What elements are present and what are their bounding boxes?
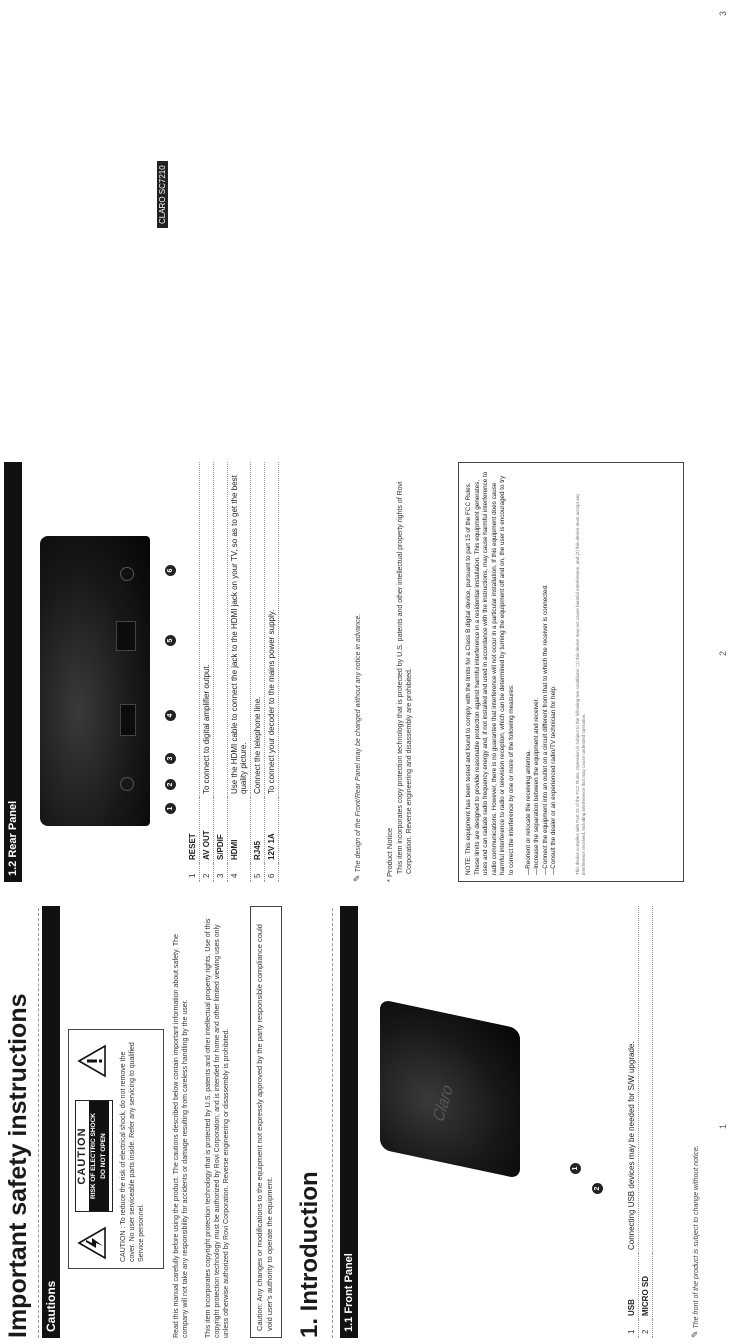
fcc-caution-box — [250, 906, 282, 1338]
caution-risk: RISK OF ELECTRIC SHOCK — [89, 1101, 99, 1211]
note-pen-icon: ✎ — [690, 1330, 700, 1338]
fcc-measure: —Increase the separation between the equipment and receiver. — [533, 697, 541, 875]
table-row: 1 USB Connecting USB devices may be needed for S/W upgrade. — [625, 906, 639, 1338]
product-notice-text: This item incorporates copy protection technology that is protected by U.S. patents and other intellectual property rights of Rovi Corporation. Reverse engineering and disassembly are prohibited. — [397, 481, 413, 874]
caution-label-box — [75, 1100, 113, 1212]
page-number: 3 — [718, 10, 728, 16]
rear-device-image — [40, 536, 150, 826]
callout-marker-2: 2 — [592, 1183, 603, 1194]
page-number: 1 — [718, 1123, 728, 1129]
product-notice-title: * Product Notice — [385, 827, 394, 882]
page-title: Important safety instructions — [4, 993, 32, 1338]
table-row: 4 HDMI Use the HDMI cable to connect the jack to the HDMI jack on your TV, so as to get the best quality picture. — [228, 462, 251, 882]
av-port-icon — [120, 777, 134, 791]
callout-marker-3: 3 — [165, 753, 176, 764]
table-row: 3 S/PDIF — [214, 462, 228, 882]
front-note: ✎ The front of the product is subject to change without notice. — [690, 1145, 700, 1338]
fcc-measure: —Connect the equipment into an outlet on a circuit different from that to which the receiver is connected. — [541, 584, 549, 875]
table-row: 2 MICRO SD — [639, 906, 653, 1338]
page-3 — [0, 0, 737, 448]
page-1 — [0, 896, 737, 1344]
safety-paragraph-1: Read this manual carefully before using the product. The cautions described below contain important information about safety. The company will not take any responsibility for accidents or damage resulting from careless handling by the user. — [173, 934, 189, 1338]
table-row: 5 RJ45 Connect the telephone line. — [251, 462, 265, 882]
intro-title: 1. Introduction — [296, 1171, 323, 1338]
front-panel-table — [625, 906, 653, 1338]
fcc-footer: This device complies with Part 15 of the FCC Rules. Operation is subject to the following two conditions: (1) this device may not cause harmful interference, and (2) this device must accept any interference received, including interference that may cause undesired operation. — [574, 493, 586, 875]
page-number: 2 — [718, 650, 728, 656]
model-tag: CLARO SC7210 — [157, 161, 168, 228]
fcc-measure: —Reorient or relocate the receiving antenna. — [524, 749, 532, 875]
callout-marker-6: 6 — [165, 565, 176, 576]
front-panel-heading: 1.1 Front Panel — [340, 906, 358, 1338]
exclamation-warning-icon — [77, 1044, 107, 1078]
callout-marker-5: 5 — [165, 635, 176, 646]
table-row: 2 AV OUT To connect to digital amplifier output. — [200, 462, 214, 882]
caution-panel — [68, 1029, 164, 1269]
rear-panel-table — [186, 462, 279, 882]
fcc-measure: —Consult the dealer or an experienced radio/TV technician for help. — [550, 685, 558, 875]
rear-panel-heading: 1.2 Rear Panel — [4, 462, 22, 882]
safety-paragraph-2: This item incorporates copyright protection technology that is protected by U.S. patents and other intellectual property rights. Use of this copyright protection technology must be authorized by Rovi Corporation, and is intended for home and other limited viewing uses only unless otherwise authorized by Rovi Corporation. Reverse engineering or disassembly is prohibited. — [205, 918, 230, 1338]
fcc-note-text: NOTE: This equipment has been tested and found to comply with the limits for a Class B digital device, pursuant to part 15 of the FCC Rules. These limits are designed to provide reasonable protection against harmful interference in a residential installation. This equipment generates, uses and can radiate radio frequency energy and, if not installed and used in accordance with the instructions, may cause harmful interference to radio communications. However, there is no guarantee that interference will not occur in a particular installation. If this equipment does cause harmful interference to radio or television reception, which can be determined by turning the equipment off and on, the user is encouraged to try to correct the interference by one or more of the following measures: — [465, 471, 515, 875]
cautions-heading: Cautions — [42, 906, 60, 1338]
caution-text: CAUTION : To reduce the risk of electrical shock, do not remove the cover. No user serviceable parts inside. Refer any servicing to qualified Service personnel. — [120, 1042, 145, 1262]
callout-marker-1: 1 — [570, 1163, 581, 1174]
callout-marker-2: 2 — [165, 779, 176, 790]
device-logo: Claro — [430, 1082, 457, 1125]
fcc-caution-text: Caution: Any changes or modifications to the equipment not expressly approved by the party responsible compliance could void user's authority to operate the equipment. — [255, 924, 274, 1331]
page-2 — [0, 448, 737, 896]
divider — [38, 908, 39, 1338]
rear-note: ✎ The design of the Front/Rear Panel may be changed without any notice in advance. — [352, 613, 362, 882]
callout-marker-1: 1 — [165, 803, 176, 814]
table-row: 6 12V 1A To connect your decoder to the mains power supply. — [265, 462, 279, 882]
divider — [332, 908, 333, 1338]
rj45-port-icon — [116, 621, 136, 651]
front-device-image — [380, 999, 520, 1179]
caution-do-not-open: DO NOT OPEN — [99, 1101, 109, 1211]
lightning-warning-icon — [77, 1226, 107, 1260]
fcc-note-box — [458, 462, 684, 882]
table-row: 1 RESET — [186, 462, 200, 882]
note-pen-icon: ✎ — [352, 874, 362, 882]
hdmi-port-icon — [120, 704, 136, 736]
callout-marker-4: 4 — [165, 710, 176, 721]
power-port-icon — [120, 567, 134, 581]
caution-label: CAUTION — [76, 1127, 88, 1185]
